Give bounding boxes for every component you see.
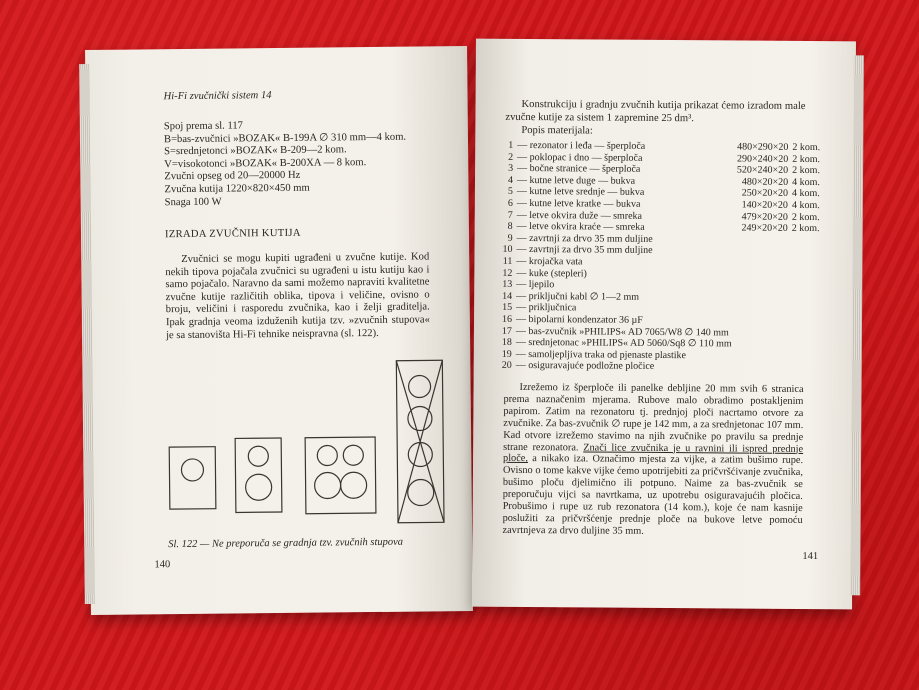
materials-cell-n: 20	[501, 360, 512, 372]
materials-cell-qty: 2 kom.	[792, 165, 821, 177]
materials-cell-qty: 4 kom.	[792, 176, 820, 188]
materials-cell-name: — rezonator i leđa — šperploča	[517, 139, 646, 152]
figure-caption: Sl. 122 — Ne preporuča se gradnja tzv. zvučnih stupova	[168, 536, 404, 551]
underlined-text: Znači lice zvučnika je u ravnini ili ispred prednje ploče,	[503, 441, 804, 465]
materials-cell-name: — kutne letve kratke — bukva	[516, 197, 641, 210]
materials-cell-qty: 4 kom.	[791, 188, 820, 200]
materials-row	[496, 360, 821, 374]
materials-cell-qty	[789, 269, 821, 281]
materials-cell-qty	[789, 327, 821, 339]
body-text: Izrežemo iz šperploče ili panelke debljine 20 mm svih 6 stranica prema naznačenim mjerama. Rubove malo obradimo postakljenim papirom. Zatim na rezonatoru tj. prednjoj ploči nacrtamo otvore za zvučnike. Za bas-zvučnik ∅ rupe je 142 mm, a za srednjetonac 107 mm. Kad otvore izrežemo stavimo na njih zvučnike po pravilu sa prednje strane rezonatora.	[503, 381, 804, 453]
materials-cell-n: 9	[507, 232, 513, 244]
right-page	[472, 39, 856, 610]
materials-cell-n: 17	[501, 325, 512, 337]
materials-table	[496, 140, 823, 374]
body-text: a nikako iza. Označimo mjesta za vijke, a zatim bušimo rupe. Ovisno o tome kakve vijke ćemo upotrijebiti za pričvršćivanje zvučnika, bušimo ploču djelimično ili potpuno. Naime za bas-zvučnik se preporučuju vijci sa navrtkama, uz upotrebu osiguravajućih pločica. Probušimo i rupe uz rub rezonatora (14 kom.), koje će nam kasnije poslužiti za pričvršćenje prednje ploče na bukove letve pomoću zavrtnjeva za drvo duljine 35 mm.	[502, 453, 804, 537]
box-four-speakers	[305, 437, 376, 514]
materials-cell-dim: 140×20×20	[741, 199, 788, 211]
materials-cell-qty	[789, 362, 821, 374]
materials-cell-n: 7	[507, 209, 513, 221]
materials-cell-qty	[790, 235, 822, 247]
speaker-spec-list	[164, 119, 407, 210]
materials-cell-name: — krojačka vata	[516, 255, 583, 268]
materials-list	[496, 140, 823, 374]
materials-cell-qty	[789, 316, 821, 328]
materials-cell-qty	[790, 246, 822, 258]
materials-cell-name: — poklopac i dno — šperploča	[517, 151, 643, 164]
materials-cell-dim	[734, 292, 789, 304]
materials-cell-dim	[734, 246, 789, 258]
materials-cell-n: 3	[508, 163, 514, 175]
materials-cell-qty: 2 kom.	[791, 223, 820, 235]
spec-line: B=bas-zvučnici »BOZAK« B-199A ∅ 310 mm—4 kom.	[163, 131, 407, 145]
intro-paragraph: Zvučnici se mogu kupiti ugrađeni u zvučne kutije. Kod nekih tipova pojačala zvučnici su ugrađeni u istu kutiju kao i samo pojačalo. Naravno da sami možemo napraviti kvalitetne zvučne kutije različitih oblika, tipova i veličine, ovisno o broju, veličini i rasporedu zvučnika, kao i želji graditelja. Ipak gradnja veoma izduženih kutija tzv. »zvučnih stupova« je sa stanovišta Hi-Fi tehnike neispravna (sl. 122).	[165, 251, 430, 341]
materials-cell-dim	[734, 339, 789, 351]
materials-cell-qty	[789, 351, 821, 363]
materials-cell-qty: 2 kom.	[792, 153, 821, 165]
running-title: Hi-Fi zvučnički sistem 14	[163, 90, 272, 103]
materials-cell-dim	[734, 281, 789, 293]
spec-line: Zvučna kutija 1220×820×450 mm	[164, 182, 310, 196]
materials-cell-n: 11	[502, 255, 513, 267]
materials-cell-qty	[790, 258, 822, 270]
materials-cell-dim	[734, 269, 789, 281]
materials-cell-n: 5	[507, 186, 513, 198]
figure-122	[158, 354, 450, 537]
materials-cell-n: 12	[502, 267, 513, 279]
materials-cell-name: — samoljepljiva traka od pjenaste plastike	[515, 348, 687, 361]
assembly-paragraph	[503, 382, 804, 539]
materials-cell-dim	[734, 257, 789, 269]
materials-cell-dim: 480×290×20	[737, 141, 789, 153]
materials-cell-n: 19	[501, 348, 512, 360]
materials-cell-dim	[734, 315, 789, 327]
materials-cell-dim: 520×240×20	[736, 164, 789, 177]
materials-cell-qty	[789, 293, 821, 305]
materials-cell-n: 16	[501, 313, 513, 325]
materials-cell-dim: 290×240×20	[736, 153, 789, 165]
materials-cell-n: 13	[502, 278, 513, 291]
materials-cell-dim	[734, 350, 789, 362]
materials-cell-n: 15	[502, 302, 513, 314]
materials-cell-dim: 479×20×20	[741, 211, 788, 223]
materials-cell-name: — ljepilo	[516, 279, 555, 291]
materials-cell-name: — bas-zvučnik »PHILIPS« AD 7065/W8 ∅ 140 mm	[515, 325, 729, 338]
materials-cell-dim: 480×20×20	[741, 176, 789, 188]
spec-line: Spoj prema sl. 117	[163, 120, 243, 133]
materials-cell-dim: 249×20×20	[741, 222, 788, 235]
materials-cell-dim	[734, 234, 789, 246]
materials-cell-name: — priključni kabl ∅ 1—2 mm	[516, 290, 640, 303]
materials-cell-name: — osiguravajuće podložne pločice	[515, 360, 655, 373]
materials-cell-name: — bipolarni kondenzator 36 µF	[515, 313, 643, 326]
materials-cell-dim: 250×20×20	[741, 187, 789, 200]
open-book	[88, 40, 858, 615]
materials-cell-qty: 2 kom.	[791, 211, 820, 223]
materials-cell-name: — zavrtnji za drvo 35 mm duljine	[516, 232, 653, 245]
section-heading: IZRADA ZVUČNIH KUTIJA	[164, 227, 301, 241]
materials-cell-name: — srednjetonac »PHILIPS« AD 5060/Sq8 ∅ 110 mm	[515, 337, 732, 350]
page-number: 140	[154, 559, 171, 571]
materials-cell-qty: 4 kom.	[791, 199, 820, 212]
materials-cell-name: — priključnica	[516, 302, 577, 314]
materials-cell-n: 10	[502, 244, 513, 256]
box-two-speakers	[235, 438, 282, 512]
materials-cell-n: 8	[507, 221, 513, 233]
materials-cell-name: — bočne stranice — šperploča	[517, 163, 641, 176]
materials-cell-n: 6	[507, 197, 513, 209]
materials-cell-n: 4	[507, 174, 514, 186]
spec-line: S=srednjetonci »BOZAK« B-209—2 kom.	[164, 144, 347, 158]
materials-cell-n: 2	[508, 151, 514, 163]
spec-line: V=visokotonci »BOZAK« B-200XA — 8 kom.	[164, 156, 367, 170]
intro-paragraph: Konstrukciju i gradnju zvučnih kutija prikazat ćemo izradom male zvučne kutije za sistem 1 zapremine 25 dm³.	[505, 99, 806, 124]
materials-cell-n: 14	[502, 290, 513, 302]
materials-cell-name: — kuke (stepleri)	[516, 267, 587, 279]
materials-cell-name: — kutne letve srednje — bukva	[516, 186, 645, 199]
materials-cell-name: — letve okvira kraće — smreka	[516, 221, 645, 234]
materials-cell-qty	[789, 304, 821, 316]
materials-list-title: Popis materijala:	[521, 124, 593, 137]
spec-line: Zvučni opseg od 20—20000 Hz	[164, 170, 301, 183]
materials-cell-name: — zavrtnji za drvo 35 mm duljine	[516, 244, 653, 257]
speaker-boxes-drawing	[158, 354, 450, 537]
materials-cell-dim	[734, 362, 789, 374]
box-one-speaker	[169, 447, 216, 509]
materials-cell-name: — kutne letve duge — bukva	[516, 174, 636, 187]
left-page	[85, 46, 473, 615]
spec-line: Snaga 100 W	[164, 196, 222, 208]
materials-cell-qty: 2 kom.	[792, 141, 821, 154]
materials-cell-qty	[789, 339, 821, 351]
materials-cell-name: — letve okvira duže — smreka	[516, 209, 643, 222]
materials-cell-n: 1	[508, 139, 514, 151]
materials-cell-dim	[734, 304, 789, 316]
materials-cell-dim	[734, 327, 789, 339]
materials-cell-qty	[789, 281, 821, 293]
page-number: 141	[802, 550, 819, 563]
materials-cell-n: 18	[501, 336, 512, 349]
